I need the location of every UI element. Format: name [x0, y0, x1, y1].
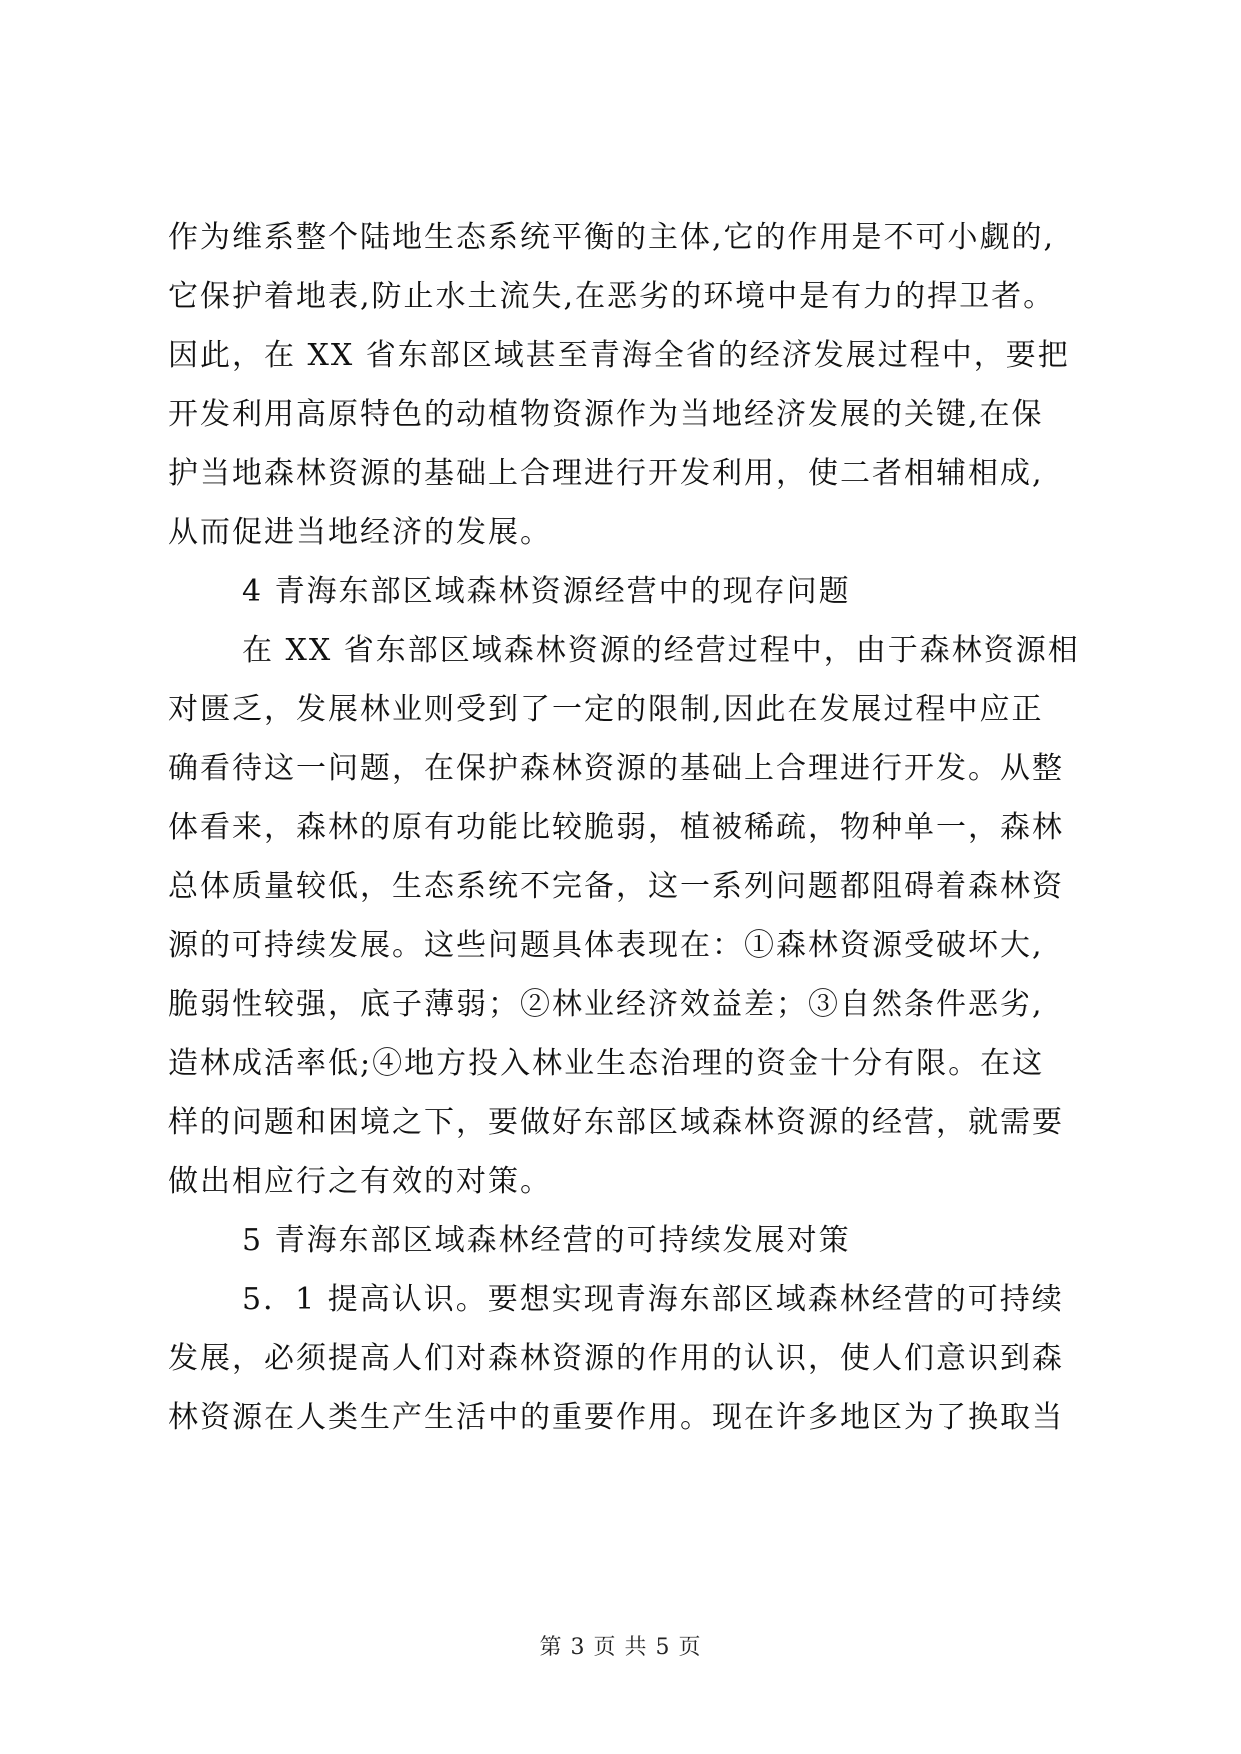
- page-number-footer: 第 3 页 共 5 页: [539, 1635, 702, 1660]
- text-line: 造林成活率低;④地方投入林业生态治理的资金十分有限。在这: [168, 1046, 1045, 1081]
- text-line: 护当地森林资源的基础上合理进行开发利用，使二者相辅相成,: [168, 456, 1044, 491]
- section-heading-5: 5 青海东部区域森林经营的可持续发展对策: [242, 1223, 851, 1258]
- text-line: 它保护着地表,防止水土流失,在恶劣的环境中是有力的捍卫者。: [168, 279, 1056, 314]
- paragraph-first-line: 5．1 提高认识。要想实现青海东部区域森林经营的可持续: [242, 1282, 1064, 1317]
- text-line: 总体质量较低，生态系统不完备，这一系列问题都阻碍着森林资: [168, 869, 1064, 904]
- text-line: 作为维系整个陆地生态系统平衡的主体,它的作用是不可小觑的,: [168, 220, 1056, 255]
- section-heading-4: 4 青海东部区域森林资源经营中的现存问题: [242, 574, 851, 609]
- text-line: 源的可持续发展。这些问题具体表现在：①森林资源受破坏大,: [168, 928, 1044, 963]
- paragraph-first-line: 在 XX 省东部区域森林资源的经营过程中，由于森林资源相: [242, 633, 1080, 668]
- text-line: 林资源在人类生产生活中的重要作用。现在许多地区为了换取当: [168, 1400, 1064, 1435]
- text-line: 做出相应行之有效的对策。: [168, 1164, 552, 1199]
- text-line: 脆弱性较强，底子薄弱；②林业经济效益差；③自然条件恶劣,: [168, 987, 1044, 1022]
- text-line: 因此，在 XX 省东部区域甚至青海全省的经济发展过程中，要把: [168, 338, 1070, 373]
- text-line: 开发利用高原特色的动植物资源作为当地经济发展的关键,在保: [168, 397, 1044, 432]
- text-line: 样的问题和困境之下，要做好东部区域森林资源的经营，就需要: [168, 1105, 1064, 1140]
- text-line: 发展，必须提高人们对森林资源的作用的认识，使人们意识到森: [168, 1341, 1064, 1376]
- text-line: 从而促进当地经济的发展。: [168, 515, 552, 550]
- text-line: 确看待这一问题，在保护森林资源的基础上合理进行开发。从整: [168, 751, 1064, 786]
- text-line: 对匮乏，发展林业则受到了一定的限制,因此在发展过程中应正: [168, 692, 1044, 727]
- body-text: [168, 208, 1118, 1447]
- text-line: 体看来，森林的原有功能比较脆弱，植被稀疏，物种单一，森林: [168, 810, 1064, 845]
